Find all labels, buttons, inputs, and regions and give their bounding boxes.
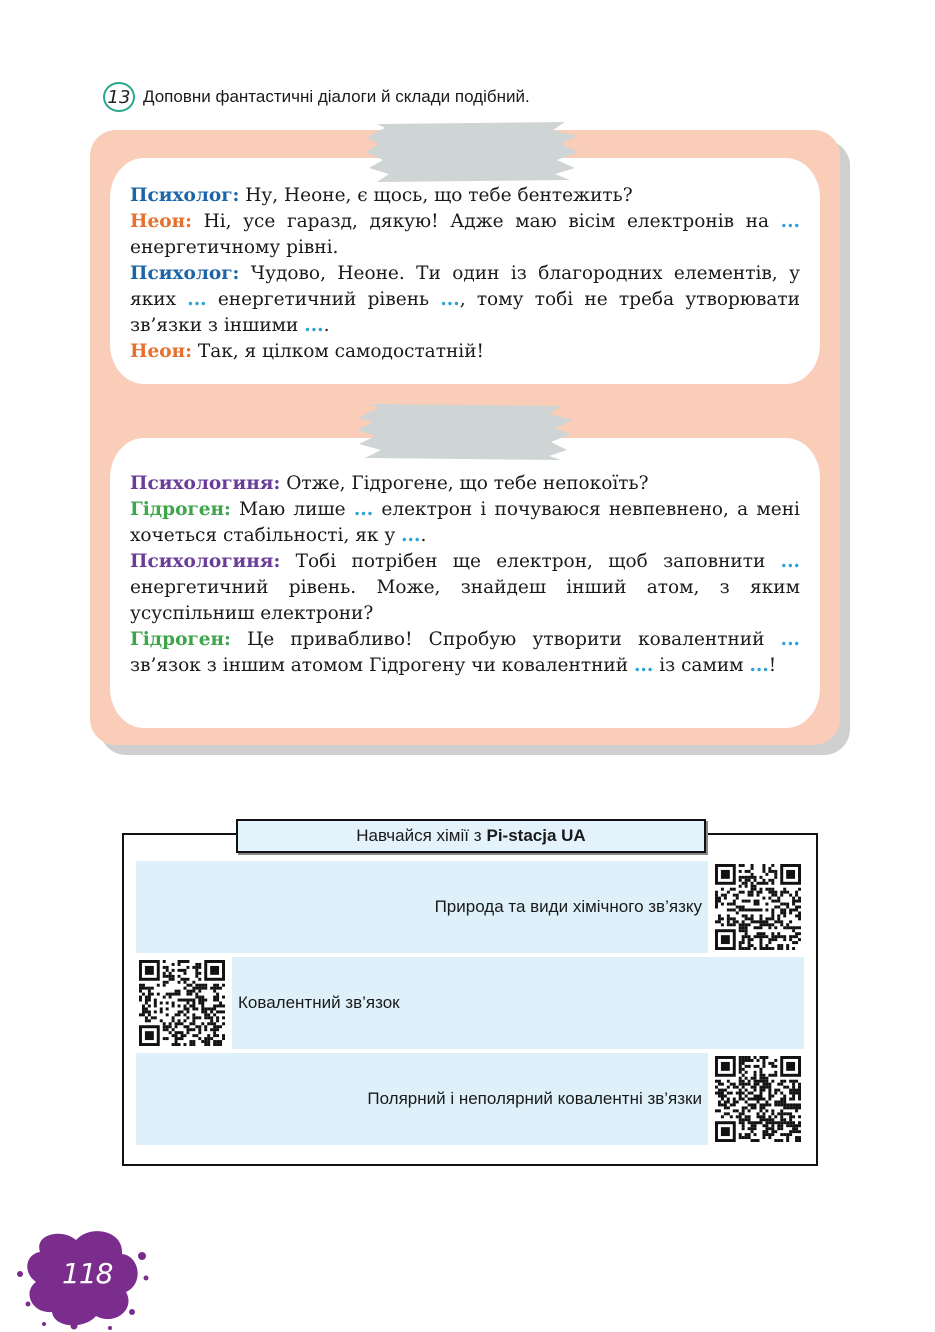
line-text: Маю лише (239, 499, 346, 520)
line-text: зв’язок з іншим атомом Гідрогену чи ковалентний (130, 655, 629, 676)
dialog-bubble-2 (110, 438, 820, 728)
dialog-line (130, 549, 800, 627)
line-text: Так, я цілком самодостатній! (197, 341, 484, 362)
qr-code-icon (715, 1056, 801, 1142)
speaker-label: Психолог: (130, 185, 240, 206)
task-number: 13 (103, 82, 135, 112)
line-text: , тому тобі не треба утворювати зв’язки з іншими (130, 289, 800, 336)
page-number: 118 (62, 1257, 113, 1290)
dialog-line (130, 209, 800, 261)
dialog-bubble-1 (110, 158, 820, 384)
blank-placeholder: ... (440, 289, 460, 310)
line-text: енергетичний рівень (217, 289, 430, 310)
line-text: із самим (659, 655, 744, 676)
tape-strip (355, 404, 575, 460)
task-instruction: Доповни фантастичні діалоги й склади подібний. (143, 87, 530, 106)
dialog-line (130, 627, 800, 679)
qr-code-icon (715, 864, 801, 950)
dialog-line (130, 471, 800, 497)
speaker-label: Гідроген: (130, 499, 231, 520)
resource-row[interactable] (136, 957, 804, 1049)
line-text: Чудово, Неоне. Ти один із благородних елементів, у яких (130, 263, 800, 310)
line-text: енергетичний рівень. Може, знайдеш інший атом, з яким усуспільниш електрони? (130, 577, 800, 624)
resources-brand: Pi-stacja UA (486, 826, 586, 845)
line-text: Тобі потрібен ще електрон, щоб заповнити (295, 551, 766, 572)
speaker-label: Психологиня: (130, 551, 281, 572)
resource-link[interactable]: Ковалентний зв’язок (238, 993, 400, 1012)
speaker-label: Гідроген: (130, 629, 231, 650)
qr-code-icon[interactable] (712, 861, 804, 953)
blank-placeholder: ... (780, 629, 800, 650)
blank-placeholder: ... (187, 289, 207, 310)
line-text: Отже, Гідрогене, що тебе непокоїть? (286, 473, 649, 494)
resource-row[interactable] (136, 1053, 804, 1145)
speaker-label: Неон: (130, 341, 192, 362)
blank-placeholder: ... (749, 655, 769, 676)
speaker-label: Неон: (130, 211, 192, 232)
line-text: ! (768, 655, 777, 676)
dialog-line (130, 183, 800, 209)
blank-placeholder: ... (304, 315, 324, 336)
dialog-line (130, 497, 800, 549)
resource-row[interactable] (136, 861, 804, 953)
blank-placeholder: ... (401, 525, 421, 546)
tape-strip (365, 122, 580, 182)
blank-placeholder: ... (633, 655, 654, 676)
line-text: енергетичному рівні. (130, 237, 339, 258)
resource-link[interactable]: Полярний і неполярний ковалентні зв’язки (367, 1089, 702, 1108)
line-text: . (420, 525, 427, 546)
resource-link[interactable]: Природа та види хімічного зв’язку (434, 897, 702, 916)
qr-code-icon[interactable] (712, 1053, 804, 1145)
line-text: Це привабливо! Спробую утворити ковалентний (247, 629, 765, 650)
resources-title-prefix: Навчайся хімії з (356, 826, 482, 845)
dialog-line (130, 339, 800, 365)
speaker-label: Психолог: (130, 263, 240, 284)
blank-placeholder: ... (780, 211, 800, 232)
line-text: Ні, усе гаразд, дякую! Адже маю вісім електронів на (203, 211, 770, 232)
line-text: . (323, 315, 330, 336)
line-text: електрон і почуваюся невпевнено, а мені хочеться стабільності, як у (130, 499, 800, 546)
qr-code-icon[interactable] (136, 957, 228, 1049)
blank-placeholder: ... (353, 499, 374, 520)
qr-code-icon (139, 960, 225, 1046)
dialog-line (130, 261, 800, 339)
resources-title (236, 819, 706, 853)
blank-placeholder: ... (780, 551, 800, 572)
line-text: Ну, Неоне, є щось, що тебе бентежить? (245, 185, 633, 206)
speaker-label: Психологиня: (130, 473, 281, 494)
task-header (103, 82, 530, 112)
